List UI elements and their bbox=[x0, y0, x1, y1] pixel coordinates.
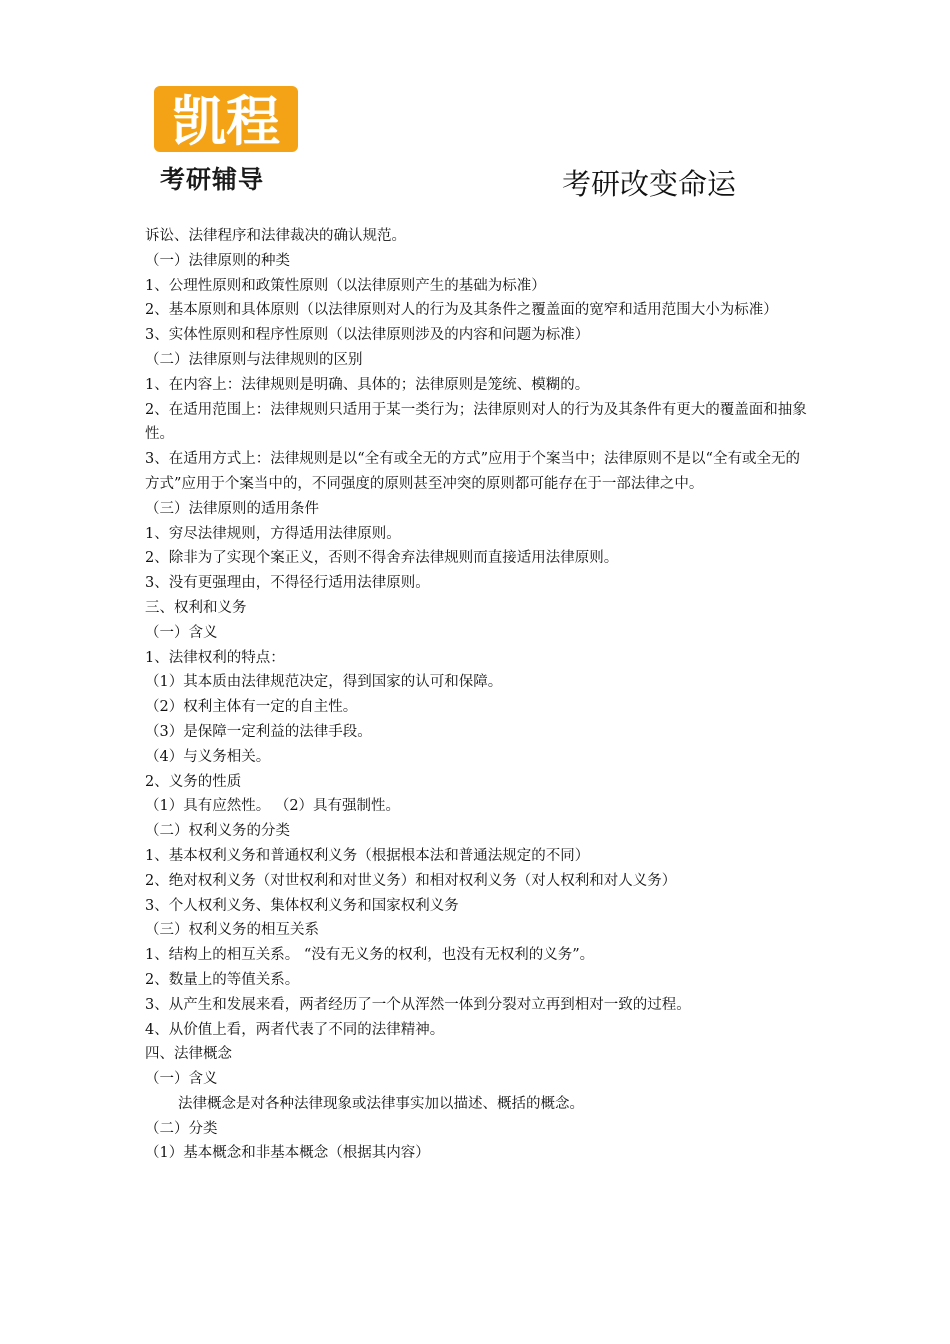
body-line: 1、在内容上：法律规则是明确、具体的；法律原则是笼统、模糊的。 bbox=[145, 376, 590, 393]
body-line: 3、实体性原则和程序性原则（以法律原则涉及的内容和问题为标准） bbox=[145, 327, 590, 344]
body-line: 1、基本权利义务和普通权利义务（根据根本法和普通法规定的不同） bbox=[145, 847, 590, 864]
body-line: 法律概念是对各种法律现象或法律事实加以描述、概括的概念。 bbox=[178, 1095, 584, 1112]
body-line: 诉讼、法律程序和法律裁决的确认规范。 bbox=[145, 228, 406, 244]
body-line: 2、基本原则和具体原则（以法律原则对人的行为及其条件之覆盖面的宽窄和适用范围大小为标准） bbox=[145, 302, 778, 319]
chapter-heading: 三、权利和义务 bbox=[145, 599, 247, 616]
body-line: 1、公理性原则和政策性原则（以法律原则产生的基础为标准） bbox=[145, 277, 546, 294]
body-line: 3、在适用方式上：法律规则是以“全有或全无的方式”应用于个案当中；法律原则不是以“全有或全无的方式”应用于个案当中的，不同强度的原则甚至冲突的原则都可能存在于一部法律之中。 bbox=[145, 451, 800, 492]
body-line: 3、没有更强理由，不得径行适用法律原则。 bbox=[145, 575, 430, 592]
body-line: 1、法律权利的特点： bbox=[145, 649, 285, 666]
header-slogan: 考研改变命运 bbox=[562, 167, 737, 201]
body-line: 3、个人权利义务、集体权利义务和国家权利义务 bbox=[145, 897, 459, 914]
section-heading: （三）权利义务的相互关系 bbox=[145, 922, 319, 939]
body-line: 3、从产生和发展来看，两者经历了一个从浑然一体到分裂对立再到相对一致的过程。 bbox=[145, 996, 691, 1013]
brand-logo bbox=[150, 78, 302, 196]
body-line: 2、在适用范围上：法律规则只适用于某一类行为；法律原则对人的行为及其条件有更大的覆盖面和抽象性。 bbox=[145, 401, 807, 443]
body-line: （1）基本概念和非基本概念（根据其内容） bbox=[145, 1145, 430, 1162]
body-line: （1）具有应然性。 （2）具有强制性。 bbox=[145, 798, 401, 815]
section-heading: （三）法律原则的适用条件 bbox=[145, 500, 319, 517]
body-line: （2）权利主体有一定的自主性。 bbox=[145, 699, 358, 716]
section-heading: （二）法律原则与法律规则的区别 bbox=[145, 351, 363, 368]
body-line: 2、除非为了实现个案正义，否则不得舍弃法律规则而直接适用法律原则。 bbox=[145, 550, 619, 567]
body-line: （1）其本质由法律规范决定，得到国家的认可和保障。 bbox=[145, 674, 503, 691]
body-line: 1、穷尽法律规则，方得适用法律原则。 bbox=[145, 525, 401, 542]
document-body bbox=[145, 224, 810, 1166]
logo-subtitle: 考研辅导 bbox=[160, 165, 265, 194]
chapter-heading: 四、法律概念 bbox=[145, 1046, 232, 1063]
body-line: 2、数量上的等值关系。 bbox=[145, 971, 300, 988]
body-line: 4、从价值上看，两者代表了不同的法律精神。 bbox=[145, 1021, 445, 1038]
logo-mark-text: 凯程 bbox=[172, 90, 280, 153]
section-heading: （一）法律原则的种类 bbox=[145, 252, 290, 269]
body-line: （4）与义务相关。 bbox=[145, 748, 271, 765]
section-heading: （二）权利义务的分类 bbox=[145, 823, 290, 840]
section-heading: （一）含义 bbox=[145, 624, 218, 641]
body-line: 2、义务的性质 bbox=[145, 773, 242, 790]
body-line: 1、结构上的相互关系。 “没有无义务的权利，也没有无权利的义务”。 bbox=[145, 947, 595, 964]
body-line: （3）是保障一定利益的法律手段。 bbox=[145, 723, 372, 740]
logo-mark-icon bbox=[150, 78, 302, 158]
section-heading: （二）分类 bbox=[145, 1120, 218, 1137]
section-heading: （一）含义 bbox=[145, 1071, 218, 1088]
body-line: 2、绝对权利义务（对世权利和对世义务）和相对权利义务（对人权利和对人义务） bbox=[145, 872, 677, 889]
